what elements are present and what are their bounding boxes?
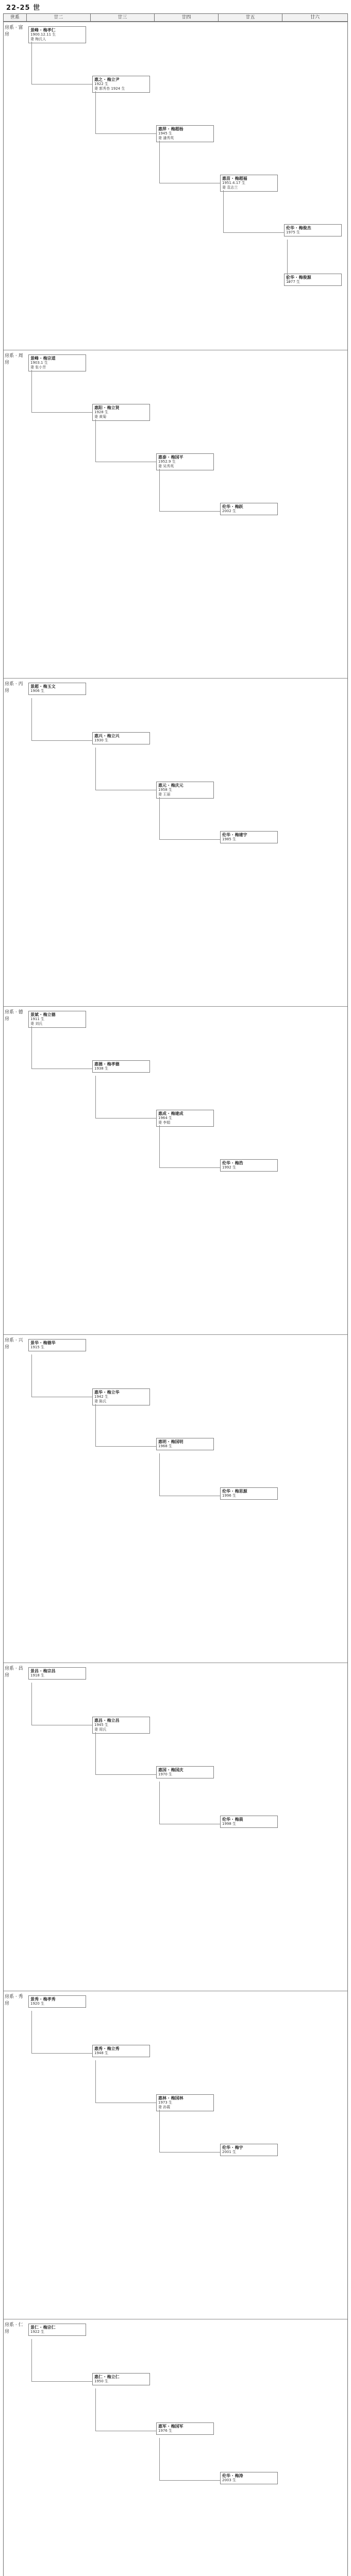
lineage-connector bbox=[159, 141, 221, 183]
person-name: 景斌 · 梅立德 bbox=[30, 1012, 56, 1017]
branch-section bbox=[4, 350, 347, 679]
person-detail: 1922 生 bbox=[94, 82, 109, 86]
person-name: 惠元 · 梅庆元 bbox=[158, 783, 183, 788]
person-name: 惠泰 · 梅国平 bbox=[158, 455, 183, 460]
person-card bbox=[92, 2045, 150, 2057]
person-card bbox=[156, 2094, 214, 2111]
person-detail: 妻 刘氏 bbox=[30, 1022, 43, 1026]
person-detail: 1996 生 bbox=[222, 1494, 237, 1498]
person-detail: 1942 生 bbox=[94, 1395, 109, 1399]
person-card bbox=[28, 1995, 86, 2008]
person-detail: 妻 郭秀杏 1924 生 bbox=[94, 87, 125, 91]
branch-section bbox=[4, 22, 347, 350]
person-detail: 1952.9 生 bbox=[158, 460, 176, 464]
person-name: 惠苗 · 梅超福 bbox=[222, 176, 247, 181]
person-name: 景超 · 梅玉文 bbox=[30, 684, 56, 689]
person-detail: 1973 生 bbox=[158, 2100, 173, 2105]
branch-section bbox=[4, 1006, 347, 1335]
person-detail: 1906 生 bbox=[30, 689, 45, 693]
person-detail: 1918 生 bbox=[30, 1673, 45, 1677]
person-name: 惠兴 · 梅立兴 bbox=[94, 734, 120, 738]
table-header bbox=[3, 13, 348, 22]
lineage-connector bbox=[95, 748, 157, 790]
lineage-connector bbox=[95, 1732, 157, 1775]
person-card bbox=[284, 274, 342, 286]
lineage-connector bbox=[31, 2339, 93, 2382]
person-name: 伦华 · 梅晨 bbox=[222, 1817, 243, 1822]
person-detail: 妻 陈氏 bbox=[94, 1399, 107, 1403]
person-detail: 妻 袁志兰 bbox=[222, 185, 238, 190]
person-detail: 1968 生 bbox=[158, 1444, 173, 1448]
lineage-connector bbox=[287, 240, 290, 282]
person-detail: 1945 生 bbox=[94, 1723, 109, 1727]
person-detail: 1911 生 bbox=[30, 1017, 45, 1021]
person-card bbox=[92, 1388, 150, 1405]
person-name: 景华 · 梅德华 bbox=[30, 1341, 56, 1345]
person-detail: 1920 生 bbox=[30, 2002, 45, 2006]
person-detail: 1928 生 bbox=[94, 410, 109, 414]
person-detail: 1958 生 bbox=[158, 788, 173, 792]
person-detail: 妻 潘秀英 bbox=[158, 136, 174, 140]
person-detail: 妻 李娟 bbox=[158, 1121, 171, 1125]
lineage-connector bbox=[159, 2110, 221, 2153]
branch-label: 房系 · 兴房 bbox=[5, 1338, 23, 1350]
person-card bbox=[220, 1816, 278, 1828]
person-card bbox=[156, 453, 214, 470]
person-name: 景昌 · 梅宗昌 bbox=[30, 1669, 56, 1673]
branch-section bbox=[4, 1663, 347, 1991]
person-detail: 1950 生 bbox=[94, 2379, 109, 2383]
person-detail: 妻 梅氏人 bbox=[30, 37, 46, 41]
person-name: 伦华 · 梅宇 bbox=[222, 2145, 243, 2150]
person-name: 伦华 · 梅跃 bbox=[222, 504, 243, 509]
person-name: 伦华 · 梅俊杰 bbox=[286, 226, 311, 230]
branch-label: 房系 · 周房 bbox=[5, 353, 23, 365]
page-title: 22-25 世 bbox=[6, 4, 41, 12]
person-name: 伦华 · 梅俊源 bbox=[286, 275, 311, 280]
person-card bbox=[28, 1667, 86, 1680]
lineage-connector bbox=[95, 1404, 157, 1447]
person-detail: 1975 生 bbox=[286, 230, 300, 234]
person-card bbox=[220, 503, 278, 515]
person-card bbox=[92, 76, 150, 93]
person-detail: 1938 生 bbox=[94, 1066, 109, 1071]
header-col: 廿二 bbox=[27, 14, 91, 21]
person-detail: 妻 孙霞 bbox=[158, 2105, 171, 2109]
branch-label: 房系 · 仁房 bbox=[5, 2323, 23, 2334]
person-detail: 1977 生 bbox=[286, 280, 300, 284]
lineage-connector bbox=[95, 91, 157, 134]
person-card bbox=[156, 782, 214, 799]
person-name: 景仁 · 梅宗仁 bbox=[30, 2325, 56, 2330]
person-card bbox=[156, 125, 214, 142]
person-card bbox=[156, 1438, 214, 1450]
person-detail: 1915 生 bbox=[30, 1345, 45, 1349]
branch-label: 房系 · 德房 bbox=[5, 1010, 23, 1022]
person-name: 景峰 · 梅孝仁 bbox=[30, 28, 56, 32]
lineage-connector bbox=[159, 1453, 221, 1496]
person-name: 惠萍 · 梅超杨 bbox=[158, 127, 183, 131]
person-detail: 1930 生 bbox=[94, 738, 109, 742]
lineage-connector bbox=[31, 370, 93, 413]
person-detail: 2003 生 bbox=[222, 2478, 237, 2482]
person-card bbox=[220, 831, 278, 843]
lineage-connector bbox=[31, 698, 93, 741]
person-detail: 妻 张小芳 bbox=[30, 365, 46, 369]
lineage-connector bbox=[159, 469, 221, 512]
lineage-connector bbox=[95, 2388, 157, 2431]
person-name: 惠昌 · 梅立昌 bbox=[94, 1718, 120, 1723]
person-detail: 1945 生 bbox=[158, 131, 173, 135]
header-col: 世系 bbox=[4, 14, 27, 21]
person-name: 伦华 · 梅建宇 bbox=[222, 833, 247, 837]
person-card bbox=[92, 732, 150, 744]
person-card bbox=[28, 1011, 86, 1028]
person-name: 伦华 · 梅浩 bbox=[222, 1161, 243, 1165]
branch-label: 房系 · 丙房 bbox=[5, 682, 23, 693]
lineage-connector bbox=[31, 1026, 93, 1069]
lineage-connector bbox=[31, 1683, 93, 1725]
person-detail: 1922 生 bbox=[30, 2330, 45, 2334]
person-detail: 1964 生 bbox=[158, 1116, 173, 1120]
person-detail: 1951.4.17 生 bbox=[222, 181, 245, 185]
lineage-connector bbox=[31, 1354, 93, 1397]
person-card bbox=[28, 354, 86, 371]
lineage-connector bbox=[159, 797, 221, 840]
person-name: 惠德 · 梅孝德 bbox=[94, 1062, 120, 1066]
lineage-connector bbox=[159, 1125, 221, 1168]
person-card bbox=[28, 683, 86, 695]
lineage-connector bbox=[95, 419, 157, 462]
genealogy-table bbox=[3, 13, 348, 2576]
branch-label: 房系 · 富房 bbox=[5, 25, 23, 37]
person-card bbox=[92, 1717, 150, 1734]
person-detail: 1903.1 生 bbox=[30, 361, 48, 365]
person-card bbox=[220, 2144, 278, 2156]
branch-section bbox=[4, 1991, 347, 2319]
person-detail: 1976 生 bbox=[158, 2429, 173, 2433]
person-detail: 1992 生 bbox=[222, 1165, 237, 1170]
person-name: 景秀 · 梅孝秀 bbox=[30, 1997, 56, 2002]
person-card bbox=[28, 2324, 86, 2336]
person-detail: 1900.12.11 生 bbox=[30, 32, 56, 37]
person-name: 惠阳 · 梅立贤 bbox=[94, 405, 120, 410]
lineage-connector bbox=[159, 2438, 221, 2481]
person-card bbox=[28, 26, 86, 43]
person-detail: 妻 黄菊 bbox=[94, 415, 107, 419]
lineage-connector bbox=[95, 2060, 157, 2103]
branch-section bbox=[4, 1334, 347, 1663]
lineage-connector bbox=[95, 1076, 157, 1118]
person-card bbox=[220, 175, 278, 192]
person-card bbox=[92, 404, 150, 421]
branch-section bbox=[4, 2319, 347, 2576]
person-name: 伦华 · 梅涛 bbox=[222, 2473, 243, 2478]
person-card bbox=[220, 1159, 278, 1172]
person-detail: 妻 吴秀英 bbox=[158, 464, 174, 468]
person-name: 惠仁 · 梅立仁 bbox=[94, 2375, 120, 2379]
person-name: 伦华 · 梅思源 bbox=[222, 1489, 247, 1494]
lineage-connector bbox=[31, 2011, 93, 2054]
person-detail: 2001 生 bbox=[222, 2150, 237, 2154]
person-detail: 1948 生 bbox=[94, 2051, 109, 2055]
genealogy-body bbox=[3, 22, 348, 2576]
header-col: 廿四 bbox=[155, 14, 219, 21]
person-card bbox=[92, 1060, 150, 1073]
branch-label: 房系 · 秀房 bbox=[5, 1994, 23, 2006]
person-detail: 1998 生 bbox=[222, 1822, 237, 1826]
person-card bbox=[28, 1339, 86, 1351]
branch-label: 房系 · 昌房 bbox=[5, 1666, 23, 1678]
person-card bbox=[92, 2373, 150, 2385]
person-card bbox=[220, 2472, 278, 2484]
person-name: 惠华 · 梅立华 bbox=[94, 1390, 120, 1395]
person-card bbox=[284, 224, 342, 236]
lineage-connector bbox=[31, 42, 93, 84]
header-col: 廿六 bbox=[310, 15, 320, 20]
person-name: 惠明 · 梅国明 bbox=[158, 1439, 183, 1444]
person-name: 惠成 · 梅建成 bbox=[158, 1111, 183, 1116]
person-name: 惠秀 · 梅立秀 bbox=[94, 2046, 120, 2051]
person-detail: 妻 王丽 bbox=[158, 792, 171, 796]
person-card bbox=[156, 1110, 214, 1127]
person-detail: 妻 周氏 bbox=[94, 1727, 107, 1732]
person-name: 惠之 · 梅立尹 bbox=[94, 77, 120, 82]
person-card bbox=[156, 1766, 214, 1778]
person-card bbox=[220, 1487, 278, 1500]
lineage-connector bbox=[223, 190, 285, 233]
branch-section bbox=[4, 678, 347, 1007]
person-card bbox=[156, 2422, 214, 2435]
lineage-connector bbox=[159, 1782, 221, 1824]
person-detail: 2002 生 bbox=[222, 509, 237, 513]
person-name: 惠林 · 梅国林 bbox=[158, 2096, 183, 2100]
person-name: 景峰 · 梅宗道 bbox=[30, 356, 56, 361]
person-name: 惠国 · 梅国庆 bbox=[158, 1768, 183, 1772]
header-col: 廿五 bbox=[219, 14, 282, 21]
person-name: 惠军 · 梅国军 bbox=[158, 2424, 183, 2429]
person-detail: 1985 生 bbox=[222, 837, 237, 841]
header-col: 廿三 bbox=[91, 14, 155, 21]
person-detail: 1970 生 bbox=[158, 1772, 173, 1776]
